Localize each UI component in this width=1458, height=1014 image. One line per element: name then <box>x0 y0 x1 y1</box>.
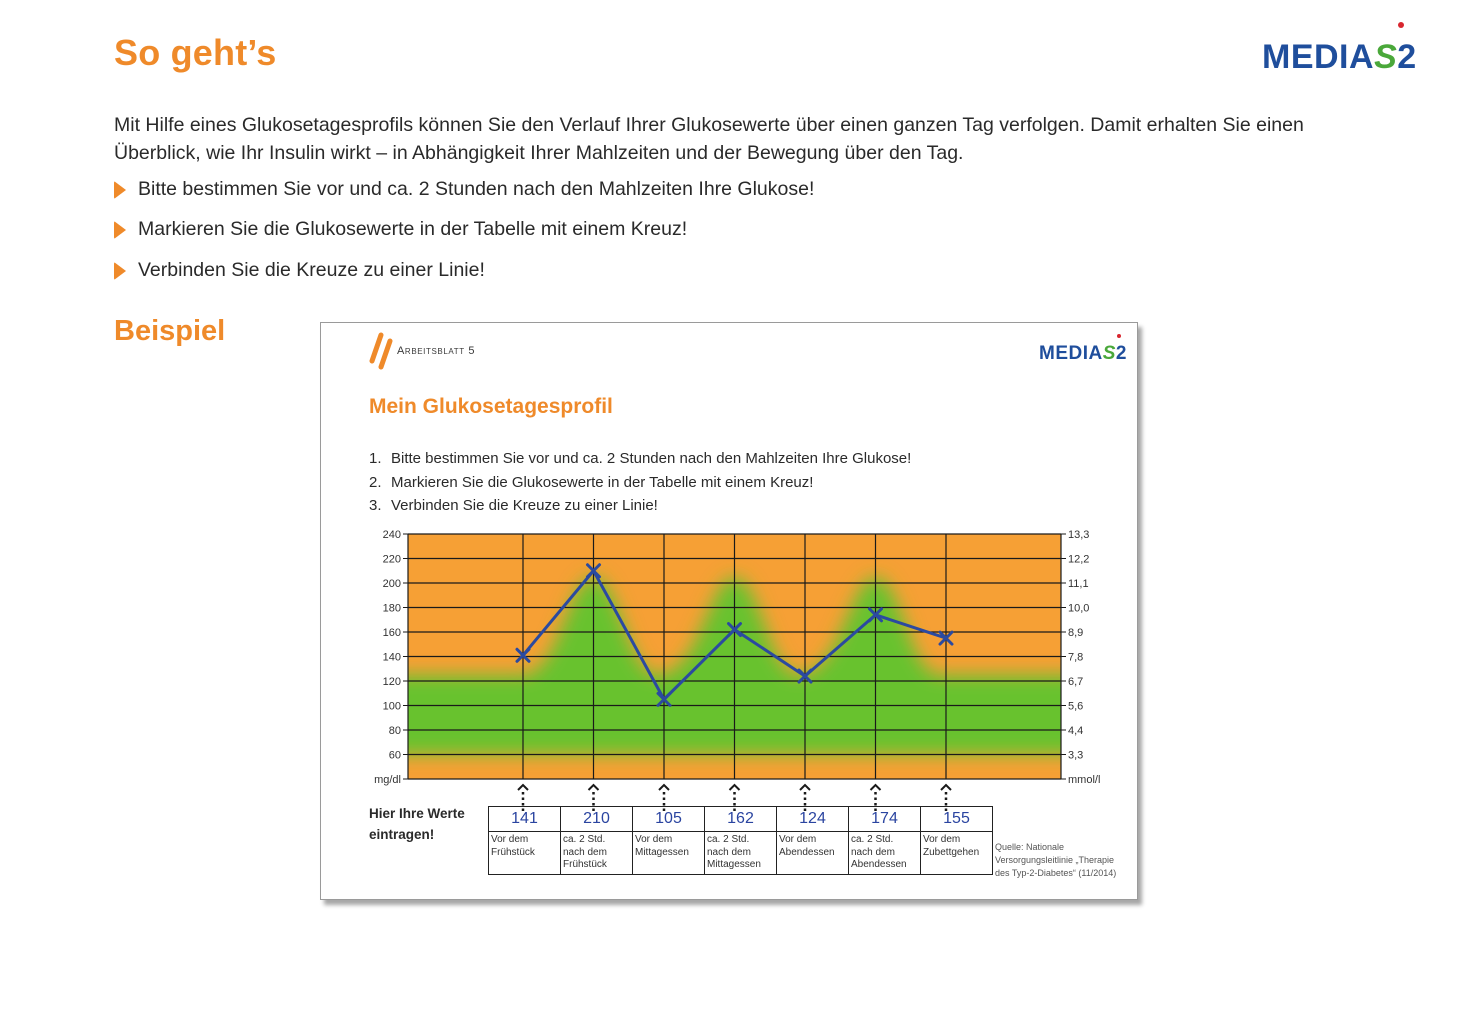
value-cell[interactable]: 155 <box>921 807 993 832</box>
logo-dot-icon <box>1398 22 1404 28</box>
time-label-cell: ca. 2 Std. nach dem Frühstück <box>561 832 633 875</box>
time-label-cell: Vor dem Abendessen <box>777 832 849 875</box>
bullet-item <box>114 178 814 201</box>
bullet-text: Verbinden Sie die Kreuze zu einer Linie! <box>138 259 485 281</box>
arrow-up-icon <box>518 785 528 790</box>
y-tick-label-right: 13,3 <box>1068 529 1090 541</box>
arrow-up-icon <box>871 785 881 790</box>
y-tick-label: 120 <box>382 676 401 688</box>
y-tick-label-right: 3,3 <box>1068 749 1084 762</box>
worksheet-example <box>320 322 1138 900</box>
worksheet-title: Mein Glukosetagesprofil <box>369 395 613 418</box>
bullet-text: Bitte bestimmen Sie vor und ca. 2 Stunden nach den Mahlzeiten Ihre Glukose! <box>138 178 815 200</box>
y-axis-label-right: mmol/l <box>1068 774 1101 786</box>
time-label-cell: ca. 2 Std. nach dem Mittagessen <box>705 832 777 875</box>
worksheet-steps <box>369 447 911 518</box>
medias2-logo-small: MEDIAS2 <box>1039 343 1127 365</box>
worksheet-stripes-icon <box>369 331 397 371</box>
y-tick-label-right: 10,0 <box>1068 602 1090 615</box>
y-tick-label: 240 <box>382 529 401 541</box>
example-heading: Beispiel <box>114 315 226 347</box>
value-cell[interactable]: 141 <box>489 807 561 832</box>
bullet-item <box>114 259 485 282</box>
y-tick-label-right: 7,8 <box>1068 651 1084 664</box>
value-cell[interactable]: 174 <box>849 807 921 832</box>
y-tick-label: 160 <box>382 627 401 639</box>
bullet-item <box>114 218 687 241</box>
y-tick-label-right: 6,7 <box>1068 676 1084 688</box>
y-tick-label: 140 <box>382 651 401 664</box>
step-item: 3. Verbinden Sie die Kreuze zu einer Linie! <box>369 497 658 514</box>
y-tick-label-right: 4,4 <box>1068 725 1084 737</box>
medias2-logo: MEDIAS2 <box>1262 38 1417 77</box>
y-tick-label: 200 <box>382 578 401 590</box>
y-tick-label: 220 <box>382 553 401 566</box>
source-note: Quelle: Nationale Versorgungsleitlinie „Therapie des Typ-2-Diabetes“ (11/2014) <box>995 842 1117 878</box>
enter-values-label: Hier Ihre Werte eintragen! <box>369 806 465 842</box>
y-tick-label-right: 5,6 <box>1068 700 1084 713</box>
value-cell[interactable]: 162 <box>705 807 777 832</box>
arrow-up-icon <box>800 785 810 790</box>
arrow-up-icon <box>941 785 951 790</box>
arrow-up-icon <box>659 785 669 790</box>
bullet-triangle-icon <box>114 181 126 199</box>
y-tick-label: 180 <box>382 602 401 615</box>
arrow-up-icon <box>730 785 740 790</box>
page-title: So geht’s <box>114 32 277 73</box>
y-tick-label: 60 <box>388 749 401 762</box>
arrow-up-icon <box>589 785 599 790</box>
y-axis-label: mg/dl <box>374 774 401 786</box>
bullet-triangle-icon <box>114 221 126 239</box>
bullet-text: Markieren Sie die Glukosewerte in der Tabelle mit einem Kreuz! <box>138 218 688 240</box>
time-label-cell: Vor dem Mittagessen <box>633 832 705 875</box>
step-item: 1. Bitte bestimmen Sie vor und ca. 2 Stunden nach den Mahlzeiten Ihre Glukose! <box>369 450 912 467</box>
time-label-cell: ca. 2 Std. nach dem Abendessen <box>849 832 921 875</box>
time-label-cell: Vor dem Frühstück <box>489 832 561 875</box>
logo-dot-icon <box>1117 334 1121 338</box>
time-label-cell: Vor dem Zubettgehen <box>921 832 993 875</box>
intro-paragraph: Mit Hilfe eines Glukosetagesprofils können Sie den Verlauf Ihrer Glukosewerte über einen ganzen Tag verfolgen. Damit erhalten Sie einen Überblick, wie Ihr Insulin wirkt – in Abhängigkeit Ihrer Mahlzeiten und der Bewegung über den Tag. <box>114 114 1304 164</box>
value-cell[interactable]: 124 <box>777 807 849 832</box>
step-item: 2. Markieren Sie die Glukosewerte in der Tabelle mit einem Kreuz! <box>369 473 814 491</box>
worksheet-label: Arbeitsblatt 5 <box>397 345 476 357</box>
y-tick-label-right: 12,2 <box>1068 553 1090 566</box>
y-tick-label-right: 11,1 <box>1068 578 1089 590</box>
value-cell[interactable]: 105 <box>633 807 705 832</box>
y-tick-label-right: 8,9 <box>1068 627 1084 639</box>
y-tick-label: 80 <box>388 725 401 737</box>
bullet-triangle-icon <box>114 262 126 280</box>
value-cell[interactable]: 210 <box>561 807 633 832</box>
values-table <box>488 806 993 875</box>
y-tick-label: 100 <box>382 700 401 713</box>
glucose-chart <box>361 523 1121 813</box>
